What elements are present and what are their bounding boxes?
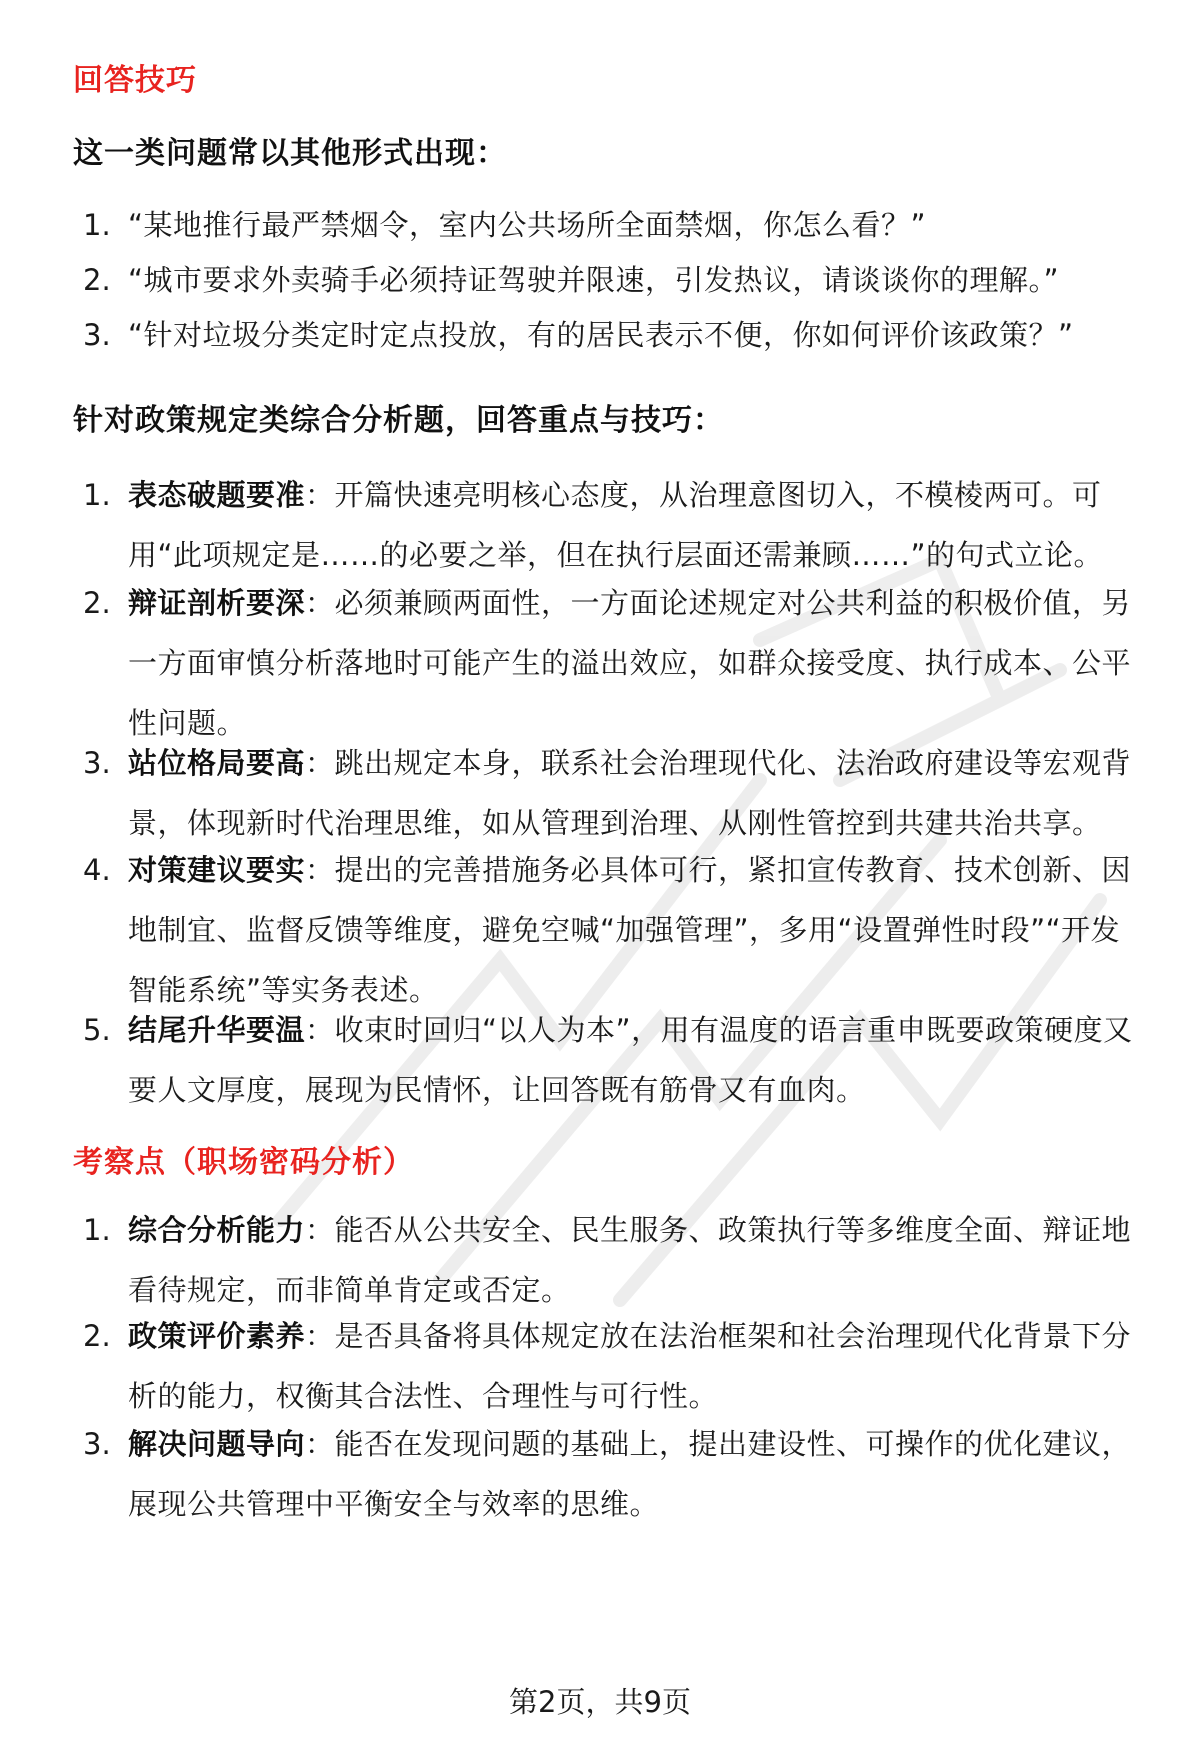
list-keyword: 站位格局要高 [128,746,306,780]
list-keyword: 表态破题要准 [128,478,306,512]
list-text [128,1414,1148,1534]
list-body: ：能否从公共安全、民生服务、政策执行等多维度全面、辩证地看待规定，而非简单肯定或否定。 [128,1213,1132,1307]
list-keyword: 结尾升华要温 [128,1013,306,1047]
list-body: ：是否具备将具体规定放在法治框架和社会治理现代化背景下分析的能力，权衡其合法性、合理性与可行性。 [128,1319,1132,1413]
list-body: ：能否在发现问题的基础上，提出建设性、可操作的优化建议，展现公共管理中平衡安全与效率的思维。 [128,1427,1132,1521]
page-number: 第2页，共9页 [509,1685,691,1719]
list-text: “城市要求外卖骑手必须持证驾驶并限速，引发热议，请谈谈你的理解。” [128,263,1060,297]
list-text [128,1000,1148,1120]
list-keyword: 解决问题导向 [128,1427,306,1461]
list-text [128,840,1148,1020]
list-keyword: 政策评价素养 [128,1319,306,1353]
list-keyword: 综合分析能力 [128,1213,306,1247]
list-text [128,465,1148,585]
list-number: 3. [83,1427,111,1461]
key-points-title: 针对政策规定类综合分析题，回答重点与技巧： [73,403,724,438]
list-number: 3. [83,746,111,780]
list-body: ：必须兼顾两面性，一方面论述规定对公共利益的积极价值，另一方面审慎分析落地时可能产生的溢出效应，如群众接受度、执行成本、公平性问题。 [128,586,1132,740]
exam-title: 考察点（职场密码分析） [73,1145,414,1180]
list-number: 1. [83,1213,111,1247]
list-keyword: 辩证剖析要深 [128,586,306,620]
list-text [128,1200,1148,1320]
list-number: 1. [83,478,111,512]
list-number: 1. [83,208,111,242]
list-number: 5. [83,1013,111,1047]
list-text [128,733,1148,853]
list-body: ：收束时回归“以人为本”，用有温度的语言重申既要政策硬度又要人文厚度，展现为民情怀，让回答既有筋骨又有血肉。 [128,1013,1133,1107]
list-text: “针对垃圾分类定时定点投放，有的居民表示不便，你如何评价该政策？” [128,318,1074,352]
list-body: ：跳出规定本身，联系社会治理现代化、法治政府建设等宏观背景，体现新时代治理思维，如从管理到治理、从刚性管控到共建共治共享。 [128,746,1132,840]
list-number: 2. [83,586,111,620]
forms-title: 这一类问题常以其他形式出现： [73,136,507,171]
list-keyword: 对策建议要实 [128,853,306,887]
list-text: “某地推行最严禁烟令，室内公共场所全面禁烟，你怎么看？” [128,208,927,242]
list-body: ：开篇快速亮明核心态度，从治理意图切入，不模棱两可。可用“此项规定是……的必要之举，但在执行层面还需兼顾……”的句式立论。 [128,478,1104,572]
list-number: 3. [83,318,111,352]
list-text [128,573,1148,753]
list-number: 2. [83,263,111,297]
list-text [128,1306,1148,1426]
list-number: 4. [83,853,111,887]
tips-title: 回答技巧 [73,63,197,98]
list-body: ：提出的完善措施务必具体可行，紧扣宣传教育、技术创新、因地制宜、监督反馈等维度，避免空喊“加强管理”，多用“设置弹性时段”“开发智能系统”等实务表述。 [128,853,1132,1007]
list-number: 2. [83,1319,111,1353]
